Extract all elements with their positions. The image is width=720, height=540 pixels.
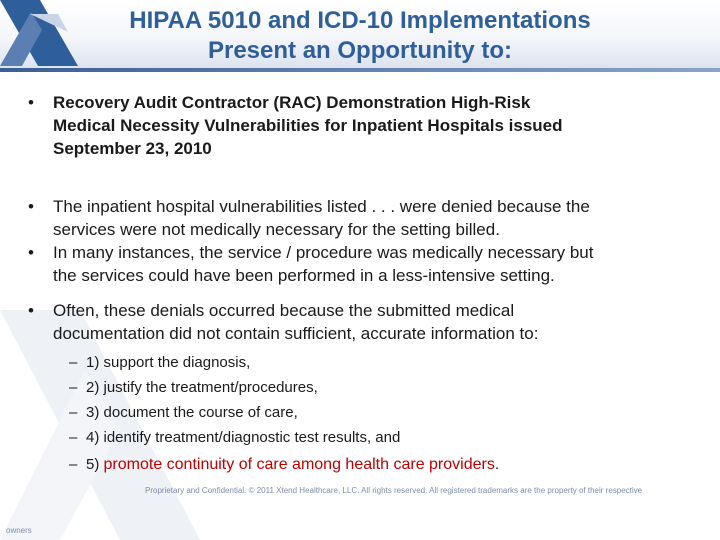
bullet-1-line-2: Medical Necessity Vulnerabilities for Inpatient Hospitals issued xyxy=(53,116,563,135)
footer-owners: owners xyxy=(6,526,32,535)
bullet-2-line-2: services were not medically necessary for the setting billed. xyxy=(53,220,500,239)
bullet-marker: • xyxy=(28,197,34,216)
sub-item-5-prefix: 5) xyxy=(86,456,104,473)
sub-item-5 xyxy=(86,454,499,475)
sub-item-5-suffix: . xyxy=(494,456,500,473)
sub-item-1: 1) support the diagnosis, xyxy=(86,354,251,371)
sub-item-5-highlight: promote continuity of care among health care providers xyxy=(103,456,495,473)
title-line-1: HIPAA 5010 and ICD-10 Implementations xyxy=(129,7,591,34)
bullet-marker: • xyxy=(28,93,34,112)
bullet-marker: • xyxy=(28,243,34,262)
footer-copyright: Proprietary and Confidential. © 2011 Xtend Healthcare, LLC. All rights reserved. All registered trademarks are the property of their respective xyxy=(145,486,643,495)
bullet-marker: • xyxy=(28,301,34,320)
bullet-3-line-1: In many instances, the service / procedure was medically necessary but xyxy=(53,243,594,262)
dash-marker: – xyxy=(69,456,78,473)
bullet-2-line-1: The inpatient hospital vulnerabilities listed . . . were denied because the xyxy=(53,197,590,216)
dash-marker: – xyxy=(69,429,78,446)
sub-item-4: 4) identify treatment/diagnostic test results, and xyxy=(86,429,401,446)
sub-item-3: 3) document the course of care, xyxy=(86,404,298,421)
title-line-2: Present an Opportunity to: xyxy=(207,37,512,64)
bullet-1-line-1: Recovery Audit Contractor (RAC) Demonstration High-Risk xyxy=(53,93,531,112)
dash-marker: – xyxy=(69,354,78,371)
bullet-3-line-2: the services could have been performed in a less-intensive setting. xyxy=(53,266,555,285)
dash-marker: – xyxy=(69,404,78,421)
bullet-4-line-2: documentation did not contain sufficient, accurate information to: xyxy=(53,324,539,343)
bullet-4-line-1: Often, these denials occurred because the submitted medical xyxy=(53,301,515,320)
sub-item-2: 2) justify the treatment/procedures, xyxy=(86,379,318,396)
bullet-1-line-3: September 23, 2010 xyxy=(53,139,212,158)
dash-marker: – xyxy=(69,379,78,396)
